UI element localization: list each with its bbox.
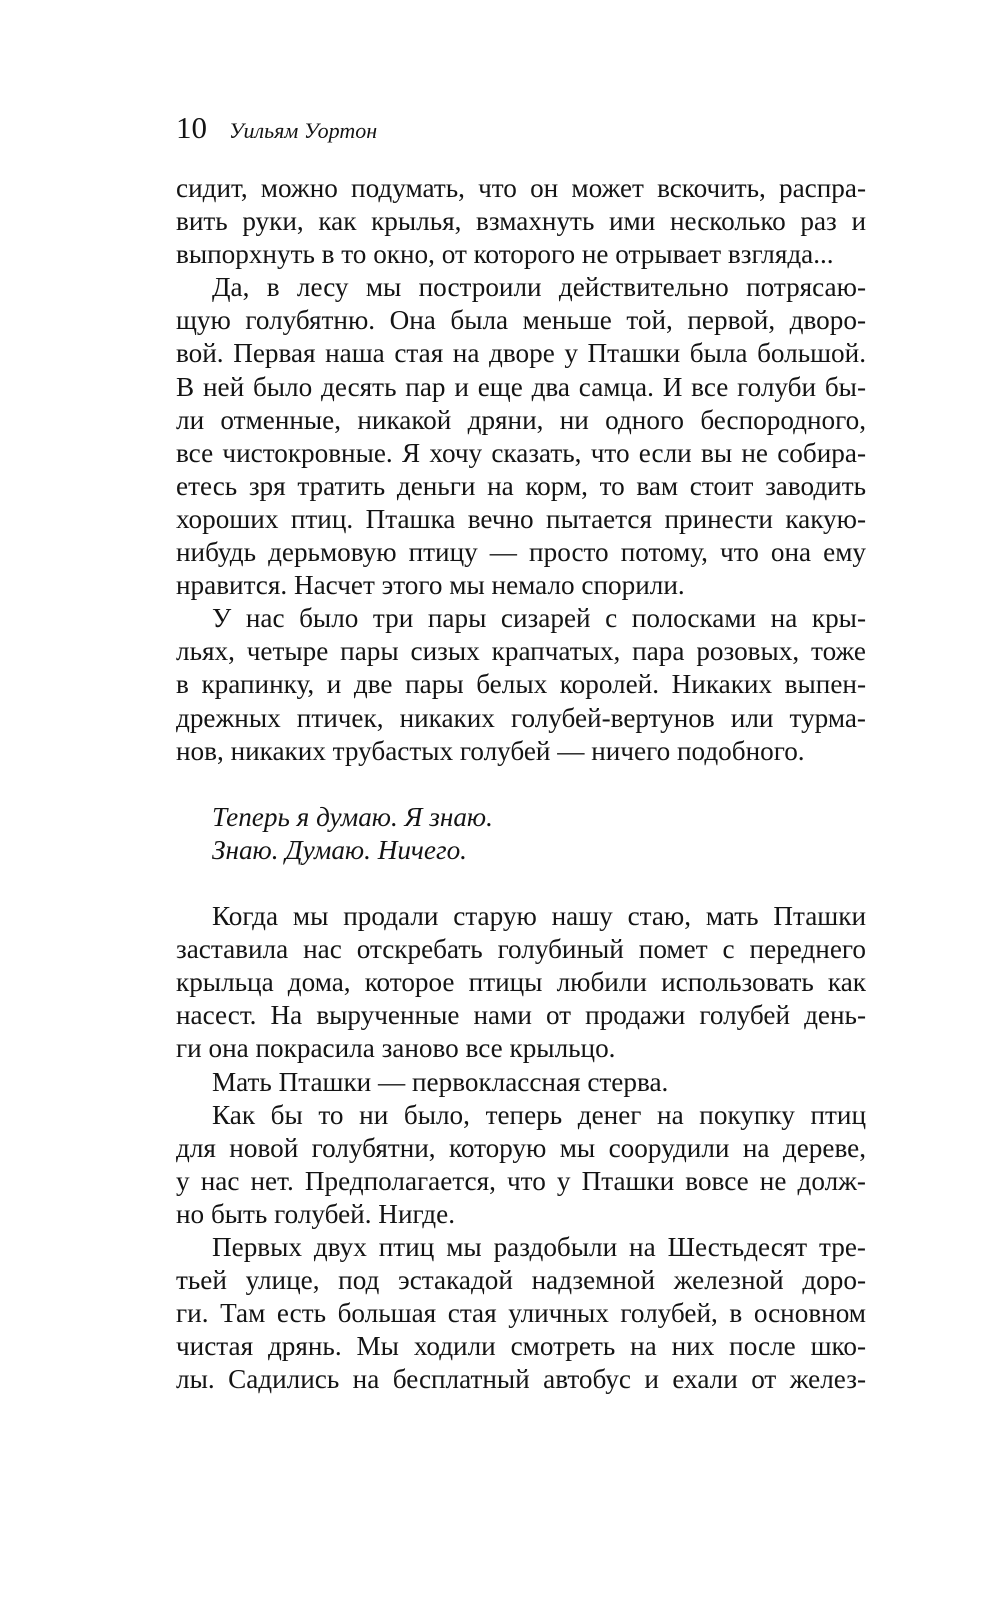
page-number: 10 [176, 110, 207, 145]
text-line: нов, никаких трубастых голубей — ничего подобного. [176, 735, 805, 766]
text-line: дрежных птичек, никаких голубей-вертунов или турма- [176, 702, 866, 733]
text-line: у нас нет. Предполагается, что у Пташки вовсе не долж- [176, 1165, 866, 1196]
text-line: У нас было три пары сизарей с полосками на кры- [212, 603, 866, 634]
text-line: етесь зря тратить деньги на корм, то вам стоит заводить [176, 470, 866, 501]
text-line: но быть голубей. Нигде. [176, 1198, 455, 1229]
text-line: все чистокровные. Я хочу сказать, что если вы не собира- [176, 437, 866, 468]
text-line: лы. Садились на бесплатный автобус и ехали от желез- [176, 1364, 866, 1395]
stanza-gap [176, 768, 866, 801]
text-line: насест. На вырученные нами от продажи голубей день- [176, 1000, 866, 1031]
text-line: заставила нас отскребать голубиный помет с переднего [176, 934, 866, 965]
text-line: хороших птиц. Пташка вечно пытается принести какую- [176, 503, 866, 534]
text-line: ги. Там есть большая стая уличных голубей, в основном [176, 1298, 866, 1329]
running-head-author: Уильям Уортон [229, 118, 378, 143]
text-line: тьей улице, под эстакадой надземной железной доро- [176, 1265, 866, 1296]
stanza-gap [176, 867, 866, 900]
text-line: Да, в лесу мы построили действительно потрясаю- [212, 272, 866, 303]
text-line: для новой голубятни, которую мы соорудили на дереве, [176, 1132, 866, 1163]
text-line: ли отменные, никакой дряни, ни одного беспородного, [176, 404, 866, 435]
verse-line: Теперь я думаю. Я знаю. [212, 801, 493, 832]
text-line: вой. Первая наша стая на дворе у Пташки была большой. [176, 338, 866, 369]
text-line: в крапинку, и две пары белых королей. Никаких выпен- [176, 669, 866, 700]
text-line: нибудь дерьмовую птицу — просто потому, что она ему [176, 537, 866, 568]
text-line: Первых двух птиц мы раздобыли на Шестьдесят тре- [212, 1232, 866, 1262]
text-line: чистая дрянь. Мы ходили смотреть на них после шко- [176, 1331, 866, 1362]
text-line: щую голубятню. Она была меньше той, первой, дворо- [176, 305, 866, 336]
running-head [176, 110, 377, 150]
text-line: льях, четыре пары сизых крапчатых, пара розовых, тоже [176, 636, 866, 667]
text-line: сидит, можно подумать, что он может вскочить, распра- [176, 173, 866, 203]
text-line: крыльца дома, которое птицы любили использовать как [176, 967, 866, 998]
text-line: Мать Пташки — первоклассная стерва. [212, 1066, 669, 1097]
text-line: В ней было десять пар и еще два самца. И все голуби бы- [176, 371, 866, 402]
verse-line: Знаю. Думаю. Ничего. [212, 834, 467, 865]
text-line: Как бы то ни было, теперь денег на покупку птиц [212, 1099, 866, 1130]
body-text [176, 172, 866, 1396]
text-line: вить руки, как крылья, взмахнуть ими несколько раз и [176, 206, 866, 237]
text-line: выпорхнуть в то окно, от которого не отрывает взгляда... [176, 239, 834, 270]
text-line: Когда мы продали старую нашу стаю, мать Пташки [212, 901, 866, 932]
text-line: ги она покрасила заново все крыльцо. [176, 1033, 616, 1064]
text-line: нравится. Насчет этого мы немало спорили. [176, 570, 685, 601]
